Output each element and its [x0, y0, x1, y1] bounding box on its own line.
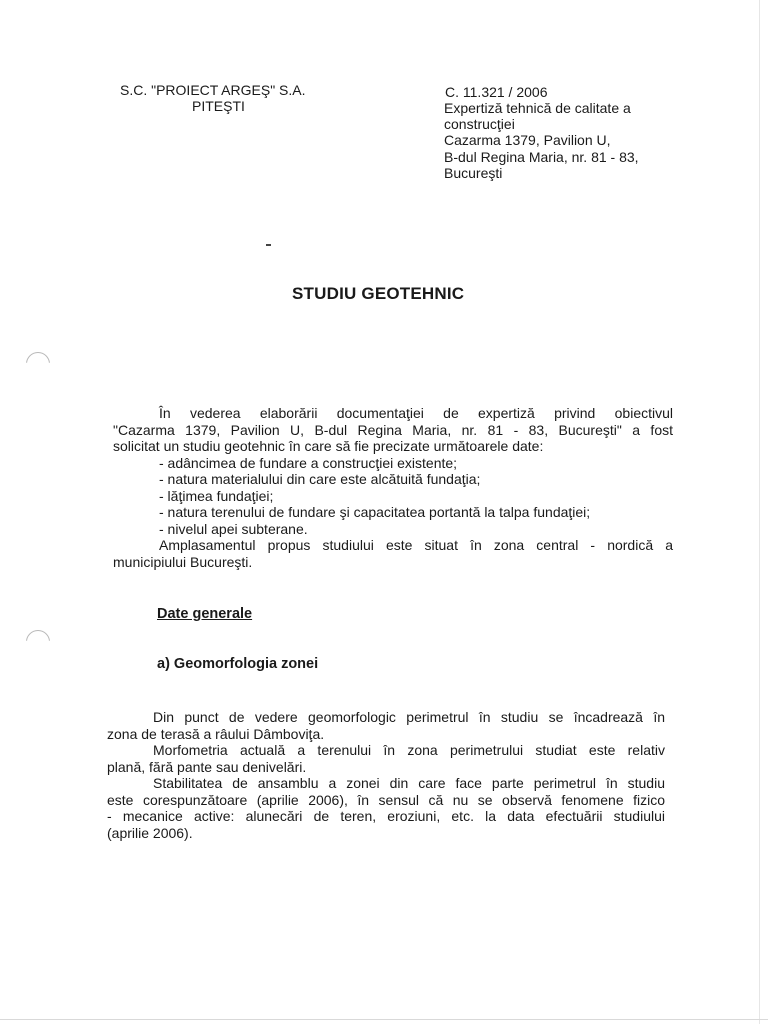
- text-line: zona de terasă a râului Dâmboviţa.: [107, 725, 325, 742]
- text-line: plană, fără pante sau denivelări.: [107, 758, 307, 775]
- text-line: - mecanice active: alunecări de teren, eroziuni, etc. la data efectuării studiului: [107, 808, 665, 824]
- text-line: municipiului Bucureşti.: [113, 553, 253, 570]
- text-line: Morfometria actuală a terenului în zona perimetrului studiat este relativ: [153, 742, 665, 758]
- text-line: Stabilitatea de ansamblu a zonei din care face parte perimetrul în studiu: [153, 775, 665, 791]
- punch-hole-mark: [26, 630, 50, 654]
- contract-number: C. 11.321 / 2006: [445, 84, 548, 100]
- text-line: Amplasamentul propus studiului este situat în zona central - nordică a: [159, 537, 673, 553]
- page-edge-bottom: [0, 1019, 768, 1020]
- section-heading: Date generale: [157, 606, 253, 622]
- project-line: construcţiei: [444, 116, 515, 132]
- text-line: Din punct de vedere geomorfologic perimetrul în studiu se încadrează în: [153, 709, 665, 725]
- text-line: (aprilie 2006).: [107, 824, 193, 841]
- project-line: Cazarma 1379, Pavilion U,: [444, 132, 611, 148]
- project-line: B-dul Regina Maria, nr. 81 - 83,: [444, 149, 639, 165]
- geomorphology-paragraph: [107, 709, 665, 841]
- page-edge-right: [759, 0, 760, 1024]
- document-title: STUDIU GEOTEHNIC: [292, 284, 465, 303]
- list-item: - adâncimea de fundare a construcţiei existente;: [159, 454, 458, 471]
- scan-speck: [266, 244, 271, 246]
- text-line: "Cazarma 1379, Pavilion U, B-dul Regina Maria, nr. 81 - 83, Bucureşti" a fost: [113, 421, 673, 438]
- text-line: este corespunzătoare (aprilie 2006), în sensul că nu se observă fenomene fizico: [107, 791, 665, 808]
- text-line: solicitat un studiu geotehnic în care să fie precizate următoarele date:: [113, 438, 544, 454]
- list-item: - nivelul apei subterane.: [159, 520, 308, 537]
- company-name: S.C. "PROIECT ARGEŞ" S.A.: [120, 82, 306, 98]
- punch-hole-mark: [26, 352, 50, 376]
- subsection-heading: a) Geomorfologia zonei: [157, 656, 319, 672]
- list-item: - natura terenului de fundare şi capacitatea portantă la talpa fundaţiei;: [159, 504, 591, 520]
- list-item: - natura materialului din care este alcătuită fundaţia;: [159, 471, 481, 487]
- intro-paragraph: [113, 405, 673, 570]
- project-line: Expertiză tehnică de calitate a: [444, 100, 631, 116]
- project-line: Bucureşti: [444, 165, 503, 181]
- list-item: - lăţimea fundaţiei;: [159, 487, 274, 504]
- company-city: PITEŞTI: [192, 98, 245, 114]
- text-line: În vederea elaborării documentaţiei de expertiză privind obiectivul: [159, 405, 673, 421]
